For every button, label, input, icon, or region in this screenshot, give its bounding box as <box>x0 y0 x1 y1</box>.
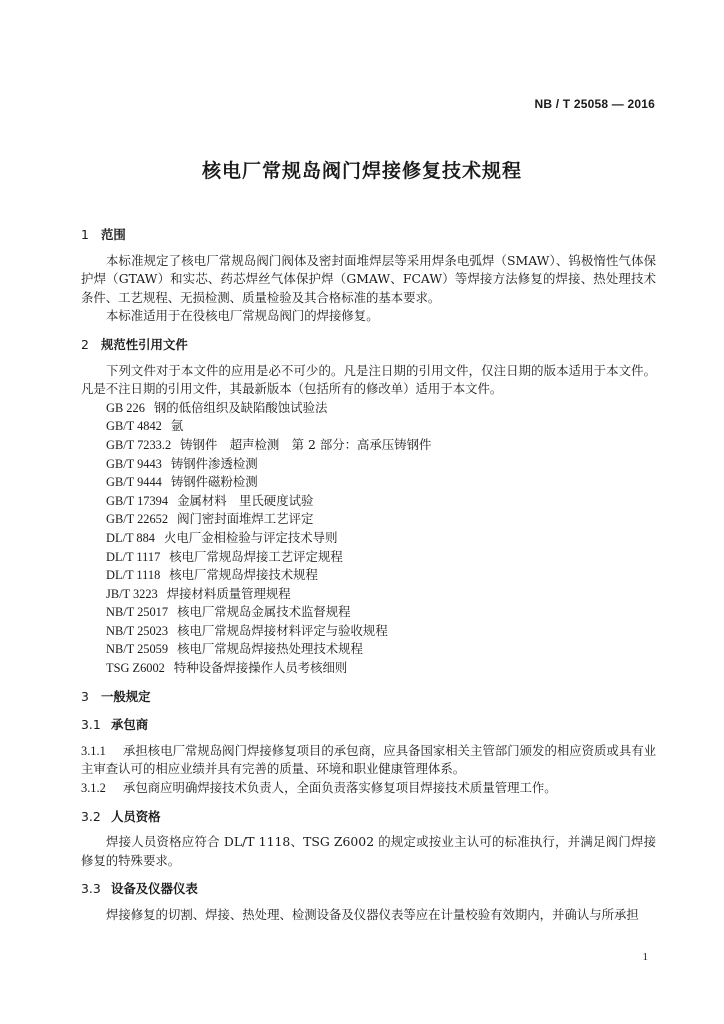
reference-code: DL/T 1117 <box>106 549 161 564</box>
section-3-heading <box>81 688 656 707</box>
reference-item <box>81 510 656 529</box>
reference-title: 金属材料 里氏硬度试验 <box>177 492 314 508</box>
reference-title: 核电厂常规岛焊接材料评定与验收规程 <box>177 622 388 638</box>
reference-title: 火电厂金相检验与评定技术导则 <box>164 529 338 545</box>
scope-paragraph-2: 本标准适用于在役核电厂常规岛阀门的焊接修复。 <box>106 308 379 324</box>
document-title: 核电厂常规岛阀门焊接修复技术规程 <box>201 160 522 182</box>
subsection-number: 3.1 <box>81 717 101 733</box>
section-title: 一般规定 <box>101 688 151 704</box>
equipment-text: 焊接修复的切割、焊接、热处理、检测设备及仪器仪表等应在计量校验有效期内，并确认与所承担 <box>106 907 639 922</box>
reference-list <box>81 399 656 678</box>
reference-title: 钢的低倍组织及缺陷酸蚀试验法 <box>153 399 328 415</box>
reference-item <box>81 417 656 436</box>
section-number: 1 <box>81 227 89 242</box>
page-number: 1 <box>642 951 648 963</box>
reference-title: 核电厂常规岛焊接技术规程 <box>169 567 318 583</box>
clause-3-1-1 <box>81 742 656 779</box>
reference-item <box>81 585 656 604</box>
reference-code: GB/T 17394 <box>106 493 169 508</box>
reference-item <box>81 455 656 474</box>
document-body <box>81 226 656 925</box>
reference-code: NB/T 25059 <box>106 642 169 657</box>
reference-code: GB/T 4842 <box>106 419 162 434</box>
reference-item <box>81 492 656 511</box>
reference-code: DL/T 1118 <box>106 568 161 583</box>
scope-paragraph-1: 本标准规定了核电厂常规岛阀门阀体及密封面堆焊层等采用焊条电弧焊（SMAW）、钨极惰性气体保护焊（GTAW）和实芯、药芯焊丝气体保护焊（GMAW、FCAW）等焊接方法修复的焊接、热处理技术条件、工艺规程、无损检测、质量检验及其合格标准的基本要求。 <box>81 252 656 305</box>
reference-code: DL/T 884 <box>106 530 155 545</box>
subsection-title: 人员资格 <box>111 808 161 824</box>
personnel-qualification-text: 焊接人员资格应符合 DL/T 1118、TSG Z6002 的规定或按业主认可的标准执行，并满足阀门焊接修复的特殊要求。 <box>81 834 656 868</box>
section-number: 2 <box>81 336 89 352</box>
reference-code: NB/T 25023 <box>106 623 169 638</box>
section-title: 规范性引用文件 <box>101 336 188 352</box>
reference-code: GB/T 9443 <box>106 456 162 471</box>
reference-title: 铸钢件渗透检测 <box>170 455 258 471</box>
reference-title: 核电厂常规岛焊接热处理技术规程 <box>177 641 363 657</box>
reference-title: 核电厂常规岛焊接工艺评定规程 <box>169 548 343 564</box>
standard-code: NB / T 25058 — 2016 <box>534 97 655 111</box>
reference-code: TSG Z6002 <box>106 661 165 676</box>
reference-title: 铸钢件 超声检测 第 2 部分：高承压铸钢件 <box>180 436 432 452</box>
reference-title: 特种设备焊接操作人员考核细则 <box>173 660 348 676</box>
reference-code: GB/T 22652 <box>106 512 169 527</box>
subsection-3-1-heading <box>81 716 656 735</box>
section-title: 范围 <box>101 227 126 242</box>
reference-item <box>81 399 656 418</box>
reference-item <box>81 529 656 548</box>
subsection-number: 3.2 <box>81 808 101 824</box>
section-1-heading <box>81 226 656 245</box>
reference-title: 阀门密封面堆焊工艺评定 <box>177 511 314 527</box>
reference-item <box>81 640 656 659</box>
references-intro: 下列文件对于本文件的应用是必不可少的。凡是注日期的引用文件，仅注日期的版本适用于本文件。凡是不注日期的引用文件，其最新版本（包括所有的修改单）适用于本文件。 <box>81 362 656 397</box>
subsection-title: 设备及仪器仪表 <box>111 881 198 897</box>
section-2-heading <box>81 336 656 355</box>
reference-code: NB/T 25017 <box>106 605 169 620</box>
reference-code: GB 226 <box>106 400 145 415</box>
reference-title: 核电厂常规岛金属技术监督规程 <box>177 604 351 620</box>
reference-item <box>81 473 656 492</box>
clause-text: 承包商应明确焊接技术负责人，全面负责落实修复项目焊接技术质量管理工作。 <box>123 780 557 796</box>
subsection-3-2-heading <box>81 808 656 827</box>
reference-title: 焊接材料质量管理规程 <box>166 585 291 601</box>
clause-number: 3.1.1 <box>81 743 106 758</box>
subsection-3-3-heading <box>81 880 656 899</box>
subsection-title: 承包商 <box>111 717 149 733</box>
reference-code: GB/T 9444 <box>106 475 162 490</box>
section-number: 3 <box>81 688 89 704</box>
reference-item <box>81 659 656 678</box>
reference-item <box>81 436 656 455</box>
clause-3-1-2 <box>81 779 656 798</box>
reference-code: JB/T 3223 <box>106 586 158 601</box>
reference-item <box>81 548 656 567</box>
subsection-number: 3.3 <box>81 881 101 897</box>
clause-number: 3.1.2 <box>81 781 106 796</box>
reference-title: 氩 <box>170 418 184 434</box>
reference-item <box>81 566 656 585</box>
clause-text: 承担核电厂常规岛阀门焊接修复项目的承包商，应具备国家相关主管部门颁发的相应资质或具有业主审查认可的相应业绩并具有完善的质量、环境和职业健康管理体系。 <box>81 742 656 777</box>
reference-code: GB/T 7233.2 <box>106 437 172 452</box>
reference-title: 铸钢件磁粉检测 <box>170 474 258 490</box>
reference-item <box>81 622 656 641</box>
reference-item <box>81 603 656 622</box>
